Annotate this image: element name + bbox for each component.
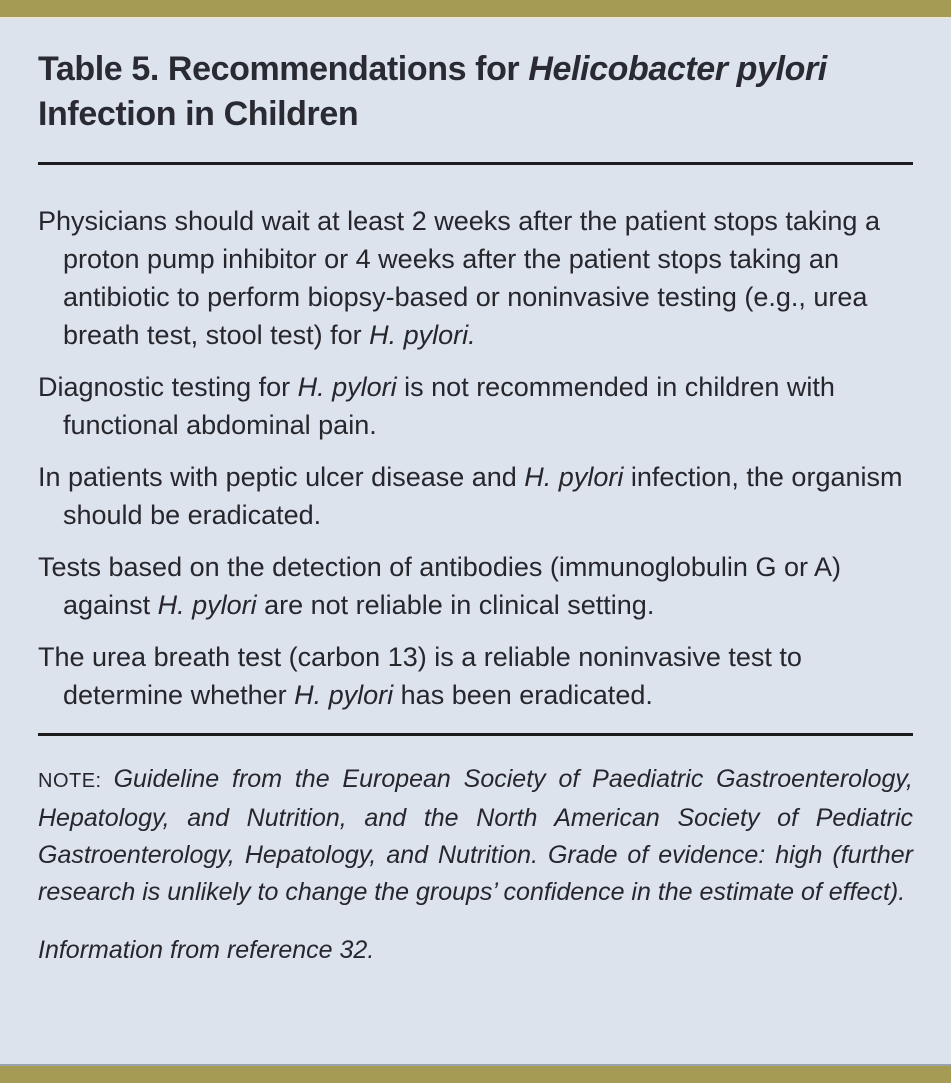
table-title: Table 5. Recommendations for Helicobacter pylori Infection in Children [38, 50, 827, 133]
recommendations-list [38, 202, 913, 714]
recommendation-item: Diagnostic testing for H. pylori is not recommended in children with functional abdominal pain. [38, 372, 835, 440]
source-attribution-text: Information from reference 32. [38, 936, 375, 964]
recommendation-item: The urea breath test (carbon 13) is a reliable noninvasive test to determine whether H. pylori has been eradicated. [38, 642, 802, 710]
bottom-accent-bar [0, 1064, 951, 1083]
top-accent-bar [0, 0, 951, 19]
table-content [0, 19, 951, 967]
recommendation-item: Tests based on the detection of antibodies (immunoglobulin G or A) against H. pylori are not reliable in clinical setting. [38, 552, 841, 620]
recommendation-item: Physicians should wait at least 2 weeks after the patient stops taking a proton pump inhibitor or 4 weeks after the patient stops taking an antibiotic to perform biopsy-based or noninvasive testing (e.g., urea breath test, stool test) for H. pylori. [38, 206, 880, 350]
note-divider-rule [38, 733, 913, 736]
recommendation-item: In patients with peptic ulcer disease and H. pylori infection, the organism should be eradicated. [38, 462, 903, 530]
title-divider-rule [38, 162, 913, 165]
note-text: NOTE: Guideline from the European Society of Paediatric Gastroenterology, Hepatology, and Nutrition, and the North American Society of Pediatric Gastroenterology, Hepatology, and Nutrition. Grade of evidence: high (further research is unlikely to change the groups’ confidence in the estimate of effect). [38, 765, 914, 906]
